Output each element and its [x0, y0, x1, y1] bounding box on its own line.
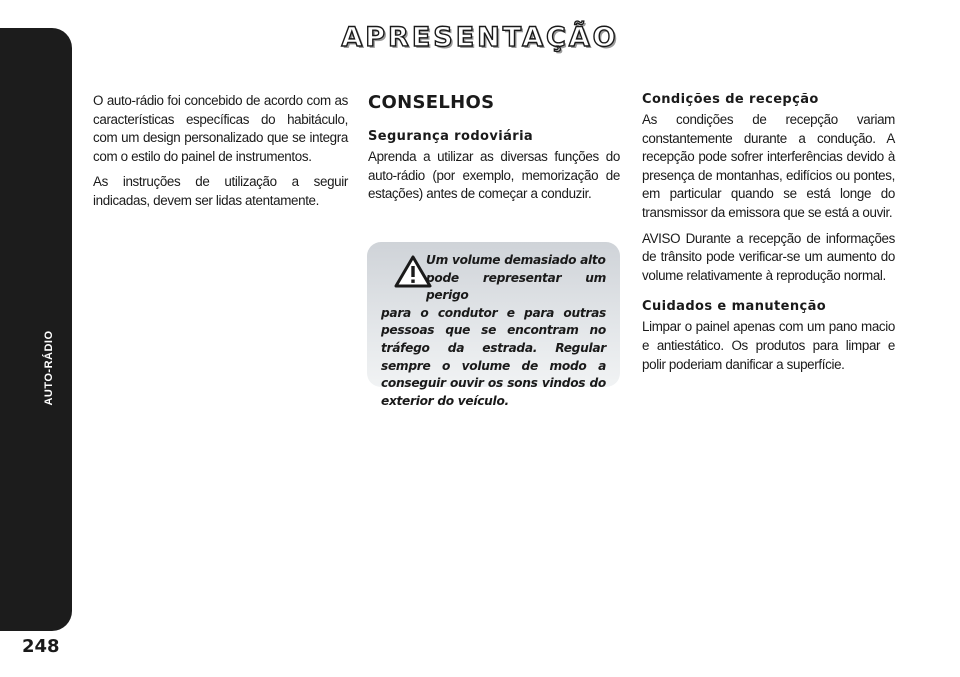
intro-paragraph-2: As instruções de utilização a seguir indicadas, devem ser lidas atentamente.: [93, 174, 348, 208]
intro-paragraph-1: O auto-rádio foi concebido de acordo com as características específicas do habitáculo, com um design personalizado que se integra com o estilo do painel de instrumentos.: [93, 93, 348, 164]
care-text: Limpar o painel apenas com um pano macio e antiestático. Os produtos para limpar e polir poderiam danificar a superfície.: [642, 319, 895, 372]
road-safety-text: Aprenda a utilizar as diversas funções do auto-rádio (por exemplo, memorização de estações) antes de começar a conduzir.: [368, 149, 620, 202]
warning-rest: para o condutor e para outras pessoas que se encontram no tráfego da estrada. Regular sempre o volume de modo a conseguir ouvir os sons vindos do exterior do veículo.: [381, 305, 606, 408]
side-tab: [0, 28, 72, 631]
advice-heading: CONSELHOS: [368, 92, 495, 113]
reception-paragraph-2: AVISO Durante a recepção de informações de trânsito pode verificar-se um aumento do volume relativamente à reprodução normal.: [642, 230, 895, 283]
reception-column: [642, 92, 895, 381]
care-heading: Cuidados e manutenção: [642, 299, 827, 315]
reception-paragraph-1: As condições de recepção variam constantemente durante a condução. A recepção pode sofrer interferências devido à presença de montanhas, edifícios ou pontes, em particular quando se está longe do transmissor da emissora que se está a ouvir.: [642, 112, 895, 220]
warning-triangle-icon: [394, 255, 432, 288]
warning-line-2: pode representar um perigo: [426, 270, 606, 303]
road-safety-heading: Segurança rodoviária: [368, 129, 534, 144]
page-number: 248: [22, 636, 60, 657]
warning-line-1: Um volume demasiado alto: [426, 253, 606, 267]
advice-column: [368, 92, 620, 211]
page-title: APRESENTAÇÃO: [341, 22, 619, 53]
reception-heading: Condições de recepção: [642, 92, 819, 107]
warning-box: [367, 242, 620, 408]
section-label: AUTO-RÁDIO: [43, 330, 55, 406]
intro-column: [93, 92, 348, 218]
